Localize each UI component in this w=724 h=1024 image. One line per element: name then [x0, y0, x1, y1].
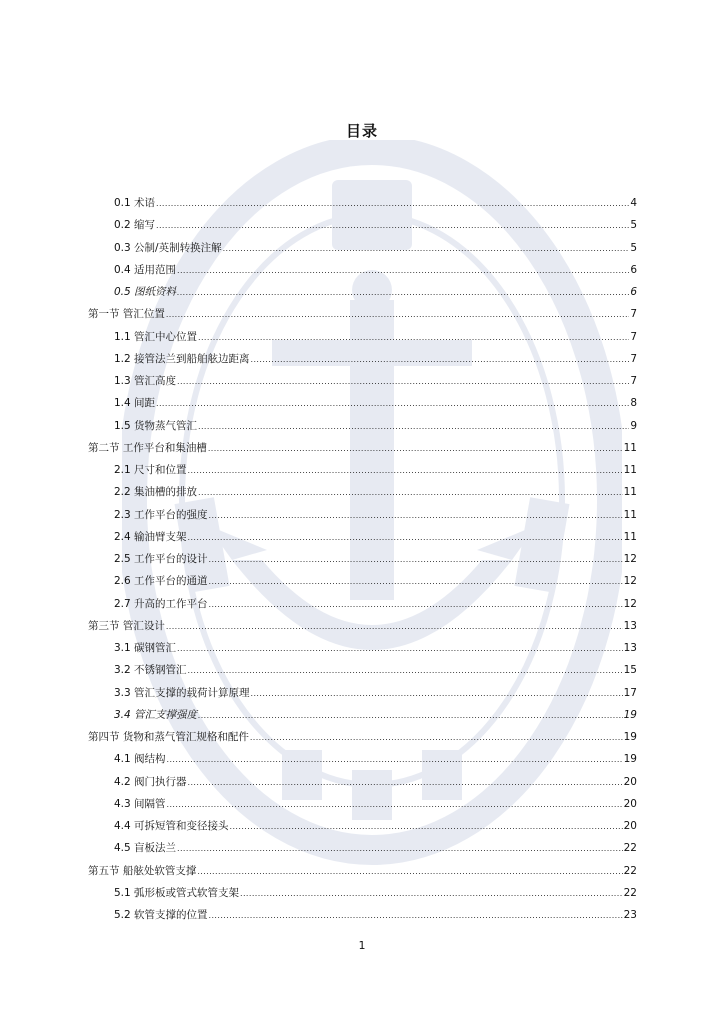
toc-entry-page: 11 [623, 441, 637, 454]
toc-subsection-entry[interactable] [88, 882, 637, 904]
toc-entry-label: 1.1 管汇中心位置 [114, 330, 198, 343]
toc-leader-dots [188, 527, 623, 549]
toc-entry-page: 11 [623, 508, 637, 521]
toc-leader-dots [251, 349, 630, 371]
toc-subsection-entry[interactable] [88, 459, 637, 481]
toc-section-entry[interactable] [88, 303, 637, 325]
toc-leader-dots [198, 327, 629, 349]
toc-subsection-entry[interactable] [88, 637, 637, 659]
toc-subsection-entry[interactable] [88, 548, 637, 570]
toc-subsection-entry[interactable] [88, 704, 637, 726]
toc-entry-label: 3.1 碳钢管汇 [114, 642, 177, 654]
page-number: 1 [358, 939, 366, 952]
toc-entry-page: 6 [630, 263, 637, 276]
toc-leader-dots [209, 905, 623, 927]
toc-entry-page: 17 [623, 686, 637, 699]
toc-leader-dots [156, 193, 629, 215]
toc-entry-label: 5.2 软管支撑的位置 [114, 909, 208, 921]
toc-entry-page: 12 [623, 597, 637, 610]
toc-entry-page: 20 [623, 775, 637, 788]
toc-entry-page: 5 [630, 241, 637, 254]
toc-entry-label: 0.3 公制/英制转换注解 [114, 241, 222, 254]
toc-entry-label: 1.4 间距 [114, 397, 156, 410]
toc-entry-page: 8 [630, 397, 637, 410]
toc-section-entry[interactable] [88, 860, 637, 882]
toc-entry-page: 23 [623, 909, 637, 921]
toc-entry-page: 11 [623, 464, 637, 476]
toc-subsection-entry[interactable] [88, 593, 637, 615]
toc-entry-label: 3.3 管汇支撑的载荷计算原理 [114, 686, 250, 699]
toc-entry-label: 3.2 不锈钢管汇 [114, 664, 187, 677]
toc-subsection-entry[interactable] [88, 214, 637, 236]
toc-entry-label: 第五节 船舷处软管支撑 [88, 864, 197, 877]
toc-leader-dots [198, 416, 629, 438]
toc-leader-dots [223, 238, 630, 260]
toc-entry-label: 0.5 图纸资料 [114, 286, 177, 298]
toc-subsection-entry[interactable] [88, 659, 637, 681]
toc-title: 目录 [345, 122, 378, 140]
toc-entry-label: 2.7 升高的工作平台 [114, 597, 208, 610]
toc-section-entry[interactable] [88, 437, 637, 459]
toc-leader-dots [209, 505, 623, 527]
toc-section-entry[interactable] [88, 726, 637, 748]
toc-subsection-entry[interactable] [88, 348, 637, 370]
toc-leader-dots [167, 794, 623, 816]
toc-entry-page: 22 [623, 842, 637, 855]
toc-entry-label: 1.5 货物蒸气管汇 [114, 419, 198, 432]
toc-entry-page: 20 [623, 797, 637, 810]
toc-entry-label: 1.3 管汇高度 [114, 375, 177, 387]
toc-entry-page: 6 [630, 286, 637, 298]
table-of-contents [88, 192, 637, 926]
toc-leader-dots [177, 371, 629, 393]
toc-entry-label: 4.3 间隔管 [114, 797, 166, 810]
toc-subsection-entry[interactable] [88, 682, 637, 704]
toc-entry-label: 2.5 工作平台的设计 [114, 553, 208, 565]
toc-entry-label: 2.4 输油臂支架 [114, 530, 187, 543]
toc-entry-page: 7 [630, 330, 637, 343]
toc-entry-label: 第二节 工作平台和集油槽 [88, 441, 207, 454]
toc-leader-dots [177, 838, 623, 860]
toc-subsection-entry[interactable] [88, 326, 637, 348]
toc-entry-page: 22 [623, 886, 637, 899]
toc-leader-dots [188, 772, 623, 794]
toc-subsection-entry[interactable] [88, 237, 637, 259]
toc-leader-dots [167, 749, 623, 771]
toc-entry-page: 11 [623, 486, 637, 499]
toc-entry-label: 4.4 可拆短管和变径接头 [114, 820, 229, 832]
toc-entry-label: 3.4 管汇支撑强度 [114, 708, 198, 721]
toc-entry-page: 7 [630, 308, 637, 321]
toc-leader-dots [198, 705, 623, 727]
toc-subsection-entry[interactable] [88, 904, 637, 926]
toc-entry-page: 13 [623, 642, 637, 654]
toc-subsection-entry[interactable] [88, 570, 637, 592]
toc-subsection-entry[interactable] [88, 281, 637, 303]
toc-leader-dots [177, 260, 629, 282]
toc-entry-label: 0.4 适用范围 [114, 263, 177, 276]
toc-leader-dots [156, 215, 629, 237]
toc-entry-label: 4.5 盲板法兰 [114, 842, 177, 855]
toc-leader-dots [188, 660, 623, 682]
toc-subsection-entry[interactable] [88, 771, 637, 793]
toc-entry-page: 12 [623, 553, 637, 565]
toc-leader-dots [208, 438, 623, 460]
toc-entry-page: 20 [623, 820, 637, 832]
toc-entry-label: 4.1 阀结构 [114, 753, 166, 766]
toc-leader-dots [230, 816, 623, 838]
toc-entry-label: 5.1 弧形板或管式软管支架 [114, 886, 240, 899]
toc-subsection-entry[interactable] [88, 504, 637, 526]
toc-entry-page: 11 [623, 530, 637, 543]
toc-leader-dots [209, 549, 623, 571]
toc-subsection-entry[interactable] [88, 793, 637, 815]
toc-entry-label: 2.1 尺寸和位置 [114, 464, 187, 476]
toc-subsection-entry[interactable] [88, 837, 637, 859]
toc-entry-page: 13 [623, 619, 637, 632]
toc-leader-dots [177, 638, 623, 660]
toc-subsection-entry[interactable] [88, 748, 637, 770]
toc-entry-label: 第一节 管汇位置 [88, 308, 165, 321]
toc-entry-page: 4 [630, 197, 637, 209]
toc-entry-page: 19 [623, 731, 637, 743]
toc-subsection-entry[interactable] [88, 392, 637, 414]
toc-leader-dots [209, 571, 623, 593]
toc-leader-dots [197, 861, 622, 883]
toc-subsection-entry[interactable] [88, 192, 637, 214]
toc-entry-page: 7 [630, 352, 637, 365]
toc-entry-label: 0.2 缩写 [114, 219, 156, 232]
toc-entry-page: 5 [630, 219, 637, 232]
toc-entry-label: 第三节 管汇设计 [88, 619, 165, 632]
toc-subsection-entry[interactable] [88, 815, 637, 837]
toc-entry-page: 15 [623, 664, 637, 677]
toc-entry-label: 第四节 货物和蒸气管汇规格和配件 [88, 731, 249, 743]
toc-entry-label: 4.2 阀门执行器 [114, 775, 187, 788]
toc-leader-dots [209, 594, 623, 616]
toc-entry-page: 12 [623, 575, 637, 588]
toc-leader-dots [188, 460, 623, 482]
toc-leader-dots [240, 883, 623, 905]
toc-leader-dots [251, 683, 623, 705]
toc-entry-label: 2.6 工作平台的通道 [114, 575, 208, 588]
toc-leader-dots [166, 304, 629, 326]
toc-subsection-entry[interactable] [88, 526, 637, 548]
toc-entry-page: 19 [623, 708, 637, 721]
toc-leader-dots [198, 482, 623, 504]
toc-entry-label: 1.2 接管法兰到船舶舷边距离 [114, 352, 250, 365]
toc-subsection-entry[interactable] [88, 259, 637, 281]
toc-leader-dots [250, 727, 623, 749]
toc-entry-label: 0.1 术语 [114, 197, 156, 209]
toc-leader-dots [177, 282, 629, 304]
toc-subsection-entry[interactable] [88, 370, 637, 392]
toc-entry-page: 9 [630, 419, 637, 432]
toc-section-entry[interactable] [88, 615, 637, 637]
toc-entry-label: 2.2 集油槽的排放 [114, 486, 198, 499]
toc-leader-dots [166, 616, 623, 638]
toc-entry-label: 2.3 工作平台的强度 [114, 508, 208, 521]
toc-entry-page: 22 [623, 864, 637, 877]
toc-leader-dots [156, 393, 629, 415]
toc-subsection-entry[interactable] [88, 415, 637, 437]
toc-entry-page: 19 [623, 753, 637, 766]
toc-entry-page: 7 [630, 375, 637, 387]
toc-subsection-entry[interactable] [88, 481, 637, 503]
